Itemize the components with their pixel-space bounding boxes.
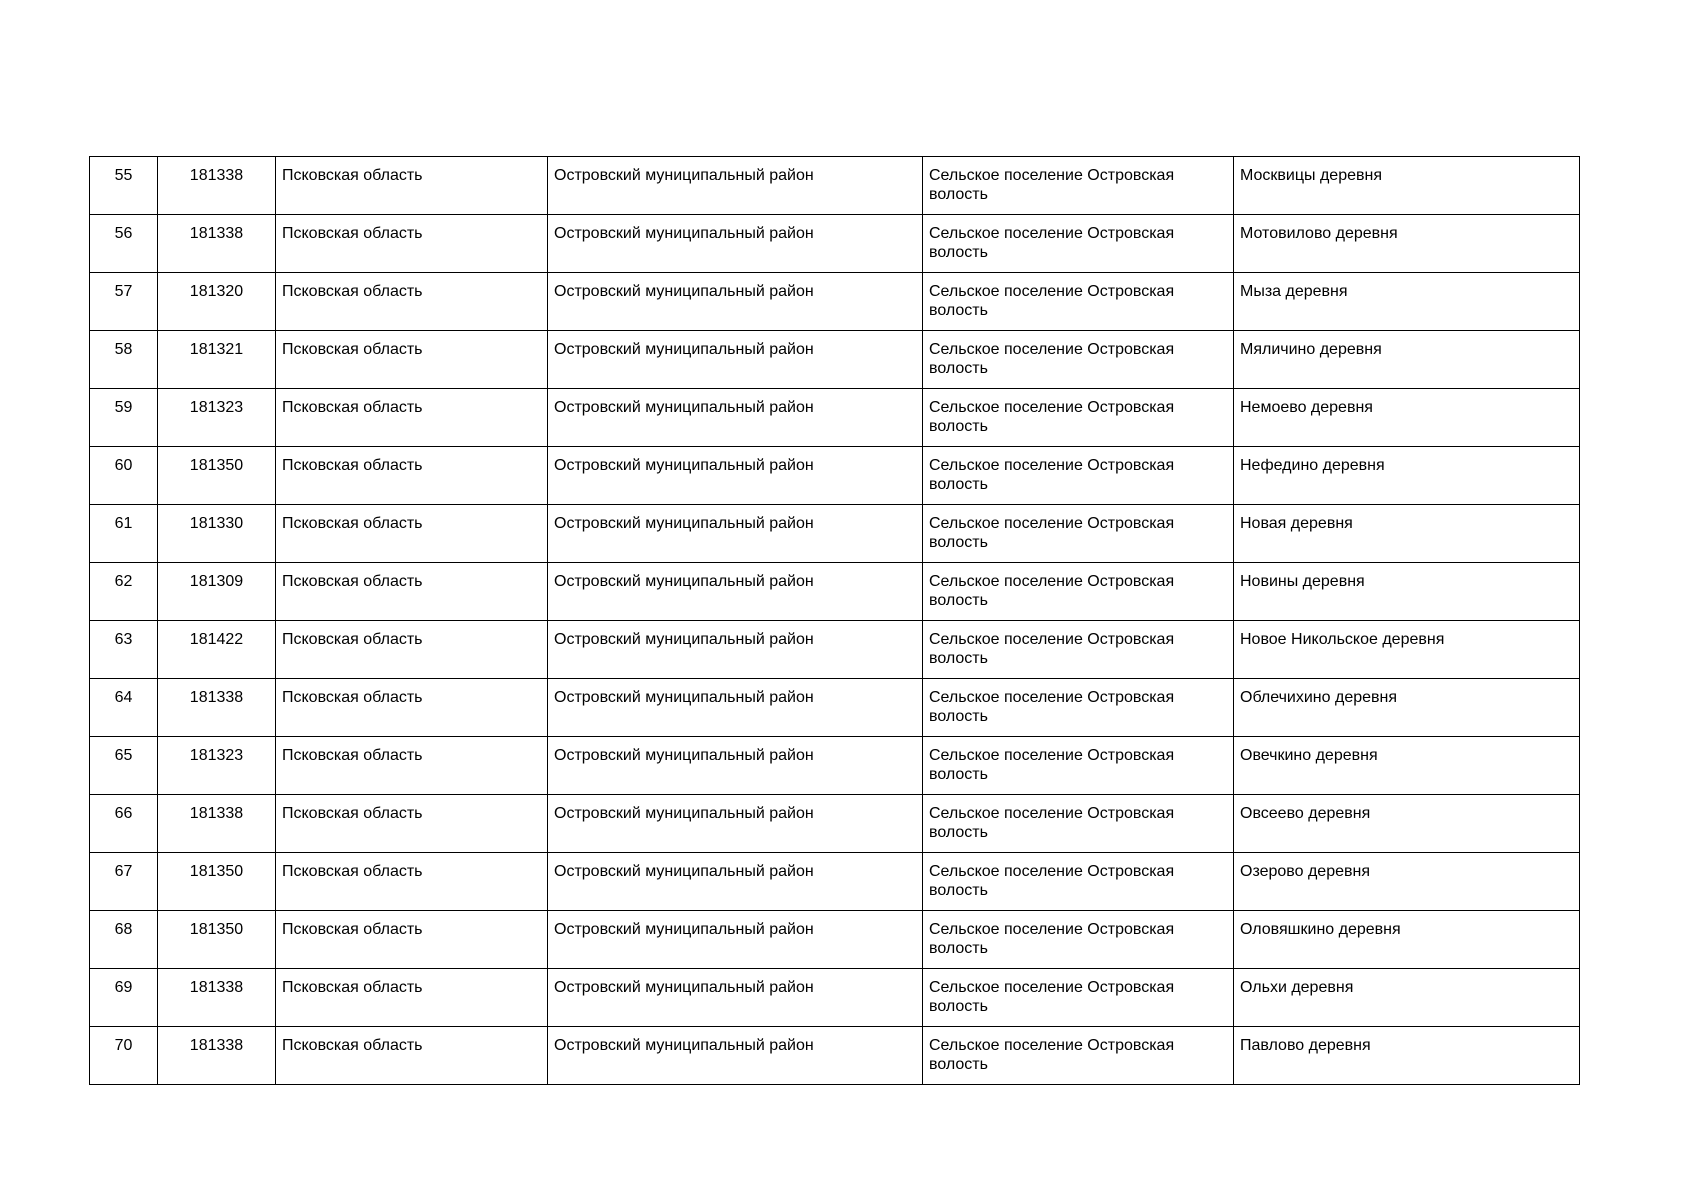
address-table xyxy=(89,156,1580,1085)
region-cell: Псковская область xyxy=(276,911,548,969)
postal-code-cell: 181321 xyxy=(158,331,276,389)
locality-cell: Павлово деревня xyxy=(1234,1027,1580,1085)
row-number-cell: 67 xyxy=(90,853,158,911)
postal-code-cell: 181338 xyxy=(158,1027,276,1085)
district-cell: Островский муниципальный район xyxy=(548,389,923,447)
table-row xyxy=(90,853,1580,911)
table-row xyxy=(90,911,1580,969)
district-cell: Островский муниципальный район xyxy=(548,737,923,795)
region-cell: Псковская область xyxy=(276,273,548,331)
settlement-cell: Сельское поселение Островская волость xyxy=(923,679,1234,737)
locality-cell: Новины деревня xyxy=(1234,563,1580,621)
row-number-cell: 61 xyxy=(90,505,158,563)
table-row xyxy=(90,273,1580,331)
postal-code-cell: 181350 xyxy=(158,447,276,505)
table-row xyxy=(90,215,1580,273)
table-row xyxy=(90,795,1580,853)
table-row xyxy=(90,679,1580,737)
locality-cell: Облечихино деревня xyxy=(1234,679,1580,737)
row-number-cell: 63 xyxy=(90,621,158,679)
region-cell: Псковская область xyxy=(276,215,548,273)
locality-cell: Озерово деревня xyxy=(1234,853,1580,911)
row-number-cell: 68 xyxy=(90,911,158,969)
region-cell: Псковская область xyxy=(276,157,548,215)
row-number-cell: 57 xyxy=(90,273,158,331)
locality-cell: Москвицы деревня xyxy=(1234,157,1580,215)
region-cell: Псковская область xyxy=(276,331,548,389)
district-cell: Островский муниципальный район xyxy=(548,157,923,215)
postal-code-cell: 181338 xyxy=(158,157,276,215)
table-row xyxy=(90,621,1580,679)
postal-code-cell: 181330 xyxy=(158,505,276,563)
region-cell: Псковская область xyxy=(276,389,548,447)
postal-code-cell: 181350 xyxy=(158,853,276,911)
region-cell: Псковская область xyxy=(276,563,548,621)
table-row xyxy=(90,563,1580,621)
row-number-cell: 60 xyxy=(90,447,158,505)
settlement-cell: Сельское поселение Островская волость xyxy=(923,563,1234,621)
table-row xyxy=(90,331,1580,389)
table-row xyxy=(90,1027,1580,1085)
settlement-cell: Сельское поселение Островская волость xyxy=(923,447,1234,505)
region-cell: Псковская область xyxy=(276,679,548,737)
locality-cell: Мяличино деревня xyxy=(1234,331,1580,389)
settlement-cell: Сельское поселение Островская волость xyxy=(923,331,1234,389)
row-number-cell: 69 xyxy=(90,969,158,1027)
row-number-cell: 62 xyxy=(90,563,158,621)
locality-cell: Новое Никольское деревня xyxy=(1234,621,1580,679)
locality-cell: Мотовилово деревня xyxy=(1234,215,1580,273)
settlement-cell: Сельское поселение Островская волость xyxy=(923,911,1234,969)
postal-code-cell: 181309 xyxy=(158,563,276,621)
row-number-cell: 65 xyxy=(90,737,158,795)
settlement-cell: Сельское поселение Островская волость xyxy=(923,215,1234,273)
region-cell: Псковская область xyxy=(276,969,548,1027)
table-row xyxy=(90,447,1580,505)
address-table-body xyxy=(90,157,1580,1085)
settlement-cell: Сельское поселение Островская волость xyxy=(923,389,1234,447)
table-row xyxy=(90,157,1580,215)
table-row xyxy=(90,737,1580,795)
table-row xyxy=(90,969,1580,1027)
settlement-cell: Сельское поселение Островская волость xyxy=(923,969,1234,1027)
district-cell: Островский муниципальный район xyxy=(548,1027,923,1085)
postal-code-cell: 181338 xyxy=(158,795,276,853)
district-cell: Островский муниципальный район xyxy=(548,853,923,911)
postal-code-cell: 181338 xyxy=(158,679,276,737)
locality-cell: Немоево деревня xyxy=(1234,389,1580,447)
region-cell: Псковская область xyxy=(276,505,548,563)
district-cell: Островский муниципальный район xyxy=(548,331,923,389)
locality-cell: Оловяшкино деревня xyxy=(1234,911,1580,969)
settlement-cell: Сельское поселение Островская волость xyxy=(923,795,1234,853)
table-row xyxy=(90,389,1580,447)
settlement-cell: Сельское поселение Островская волость xyxy=(923,737,1234,795)
locality-cell: Овечкино деревня xyxy=(1234,737,1580,795)
locality-cell: Нефедино деревня xyxy=(1234,447,1580,505)
district-cell: Островский муниципальный район xyxy=(548,911,923,969)
postal-code-cell: 181323 xyxy=(158,389,276,447)
row-number-cell: 70 xyxy=(90,1027,158,1085)
row-number-cell: 56 xyxy=(90,215,158,273)
locality-cell: Ольхи деревня xyxy=(1234,969,1580,1027)
region-cell: Псковская область xyxy=(276,1027,548,1085)
region-cell: Псковская область xyxy=(276,853,548,911)
district-cell: Островский муниципальный район xyxy=(548,621,923,679)
region-cell: Псковская область xyxy=(276,447,548,505)
postal-code-cell: 181422 xyxy=(158,621,276,679)
region-cell: Псковская область xyxy=(276,737,548,795)
locality-cell: Овсеево деревня xyxy=(1234,795,1580,853)
postal-code-cell: 181338 xyxy=(158,969,276,1027)
settlement-cell: Сельское поселение Островская волость xyxy=(923,273,1234,331)
row-number-cell: 58 xyxy=(90,331,158,389)
row-number-cell: 66 xyxy=(90,795,158,853)
settlement-cell: Сельское поселение Островская волость xyxy=(923,853,1234,911)
district-cell: Островский муниципальный район xyxy=(548,273,923,331)
table-row xyxy=(90,505,1580,563)
row-number-cell: 55 xyxy=(90,157,158,215)
postal-code-cell: 181350 xyxy=(158,911,276,969)
settlement-cell: Сельское поселение Островская волость xyxy=(923,157,1234,215)
postal-code-cell: 181323 xyxy=(158,737,276,795)
region-cell: Псковская область xyxy=(276,795,548,853)
locality-cell: Новая деревня xyxy=(1234,505,1580,563)
row-number-cell: 64 xyxy=(90,679,158,737)
settlement-cell: Сельское поселение Островская волость xyxy=(923,621,1234,679)
settlement-cell: Сельское поселение Островская волость xyxy=(923,505,1234,563)
locality-cell: Мыза деревня xyxy=(1234,273,1580,331)
district-cell: Островский муниципальный район xyxy=(548,679,923,737)
district-cell: Островский муниципальный район xyxy=(548,563,923,621)
district-cell: Островский муниципальный район xyxy=(548,795,923,853)
district-cell: Островский муниципальный район xyxy=(548,505,923,563)
district-cell: Островский муниципальный район xyxy=(548,215,923,273)
postal-code-cell: 181338 xyxy=(158,215,276,273)
region-cell: Псковская область xyxy=(276,621,548,679)
district-cell: Островский муниципальный район xyxy=(548,969,923,1027)
postal-code-cell: 181320 xyxy=(158,273,276,331)
row-number-cell: 59 xyxy=(90,389,158,447)
district-cell: Островский муниципальный район xyxy=(548,447,923,505)
settlement-cell: Сельское поселение Островская волость xyxy=(923,1027,1234,1085)
